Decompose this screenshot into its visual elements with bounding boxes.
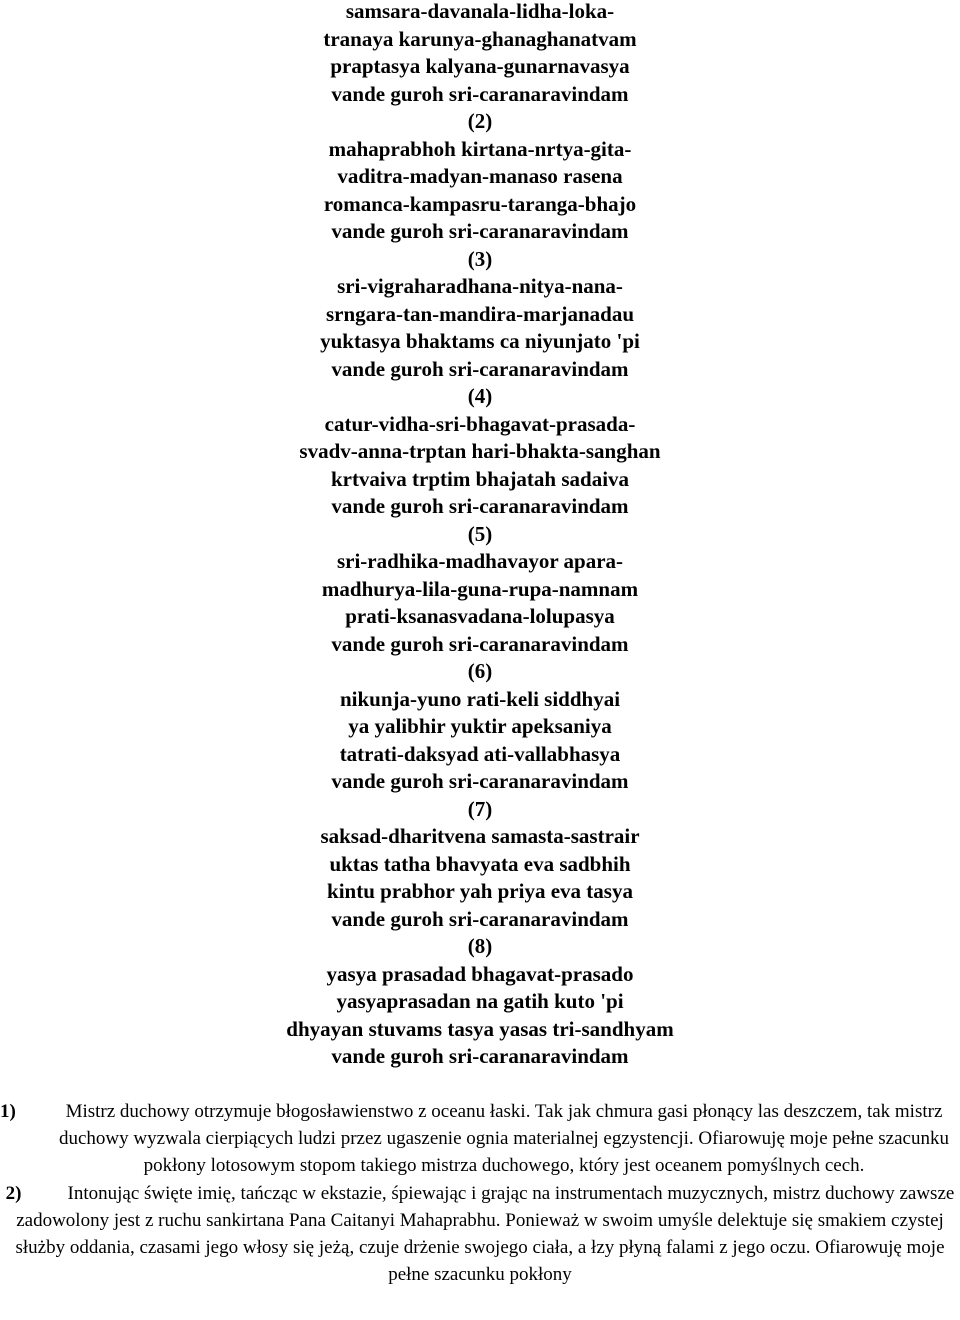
verse-line: vande guroh sri-caranaravindam [331,81,629,106]
verse-number: (7) [467,796,493,821]
verse-line: krtvaiva trptim bhajatah sadaiva [330,466,630,491]
verse-line: mahaprabhoh kirtana-nrtya-gita- [328,136,632,161]
verse-line: uktas tatha bhavyata eva sadbhih [329,851,631,876]
verse-number: (5) [467,521,493,546]
verse-number: (6) [467,659,493,683]
verse-line: praptasya kalyana-gunarnavasya [330,54,630,78]
translation-paragraph [0,1180,960,1289]
verse-line: sri-vigraharadhana-nitya-nana- [337,274,623,298]
verse-line: srngara-tan-mandira-marjanadau [326,301,634,326]
verse-line: prati-ksanasvadana-lolupasya [345,604,615,628]
verse-line: vande guroh sri-caranaravindam [331,1044,629,1068]
verse-line: vande guroh sri-caranaravindam [331,906,629,931]
verse-line: catur-vidha-sri-bhagavat-prasada- [324,411,636,436]
verse-line: vande guroh sri-caranaravindam [331,356,629,381]
verse-line: sri-radhika-madhavayor apara- [336,549,624,573]
verse-line: vande guroh sri-caranaravindam [331,769,629,793]
verse-line: dhyayan stuvams tasya yasas tri-sandhyam [286,1016,674,1041]
verse-number: (3) [467,246,493,271]
verse-line: svadv-anna-trptan hari-bhakta-sanghan [299,439,661,463]
verse-line: yasyaprasadan na gatih kuto 'pi [336,989,624,1013]
verse-line: tranaya karunya-ghanaghanatvam [323,26,637,51]
verse-line: nikunja-yuno rati-keli siddhyai [339,686,621,711]
verse-line: yuktasya bhaktams ca niyunjato 'pi [320,329,640,353]
verse-line: ya yalibhir yuktir apeksaniya [348,714,612,738]
verse-number: (2) [467,109,493,133]
translation-number: 1) [0,1101,16,1122]
verse-line: vande guroh sri-caranaravindam [331,219,629,243]
verse-line: vande guroh sri-caranaravindam [331,631,629,656]
verse-line: tatrati-daksyad ati-vallabhasya [339,741,621,766]
verse-line: vande guroh sri-caranaravindam [331,494,629,518]
translation-text: Mistrz duchowy otrzymuje błogosławienstwo z oceanu łaski. Tak jak chmura gasi płonący las deszczem, tak mistrz duchowy wyzwala cierpiących ludzi przez ugaszenie ognia materialnej egzystencji. Ofiarowuję moje pełne szacunku pokłony lotosowym stopom takiego mistrza duchowego, który jest oceanem pomyślnych cech. [59,1101,949,1177]
verse-line: vaditra-madyan-manaso rasena [337,164,623,188]
translations-block [0,1098,960,1288]
verse-line: kintu prabhor yah priya eva tasya [327,879,633,903]
verse-number: (8) [467,934,493,958]
verse-line: samsara-davanala-lidha-loka- [345,0,615,23]
verse-line: yasya prasadad bhagavat-prasado [326,961,634,986]
verse-line: saksad-dharitvena samasta-sastrair [320,824,640,848]
translation-number: 2) [5,1182,22,1204]
translation-paragraph [0,1098,960,1180]
verse-line: madhurya-lila-guna-rupa-namnam [321,576,639,601]
verse-line: romanca-kampasru-taranga-bhajo [323,191,637,216]
translation-text: Intonując święte imię, tańcząc w ekstazie, śpiewając i grając na instrumentach muzycznych, mistrz duchowy zawsze zadowolony jest z ruchu sankirtana Pana Caitanyi Mahaprabhu. Ponieważ w swoim umyśle delektuje się smakiem czystej służby oddania, czasami jego włosy się jeżą, czuje drżenie swojego ciała, a łzy płyną falami z jego oczu. Ofiarowuję moje pełne szacunku pokłony [15,1182,955,1286]
verse-number: (4) [467,384,493,408]
